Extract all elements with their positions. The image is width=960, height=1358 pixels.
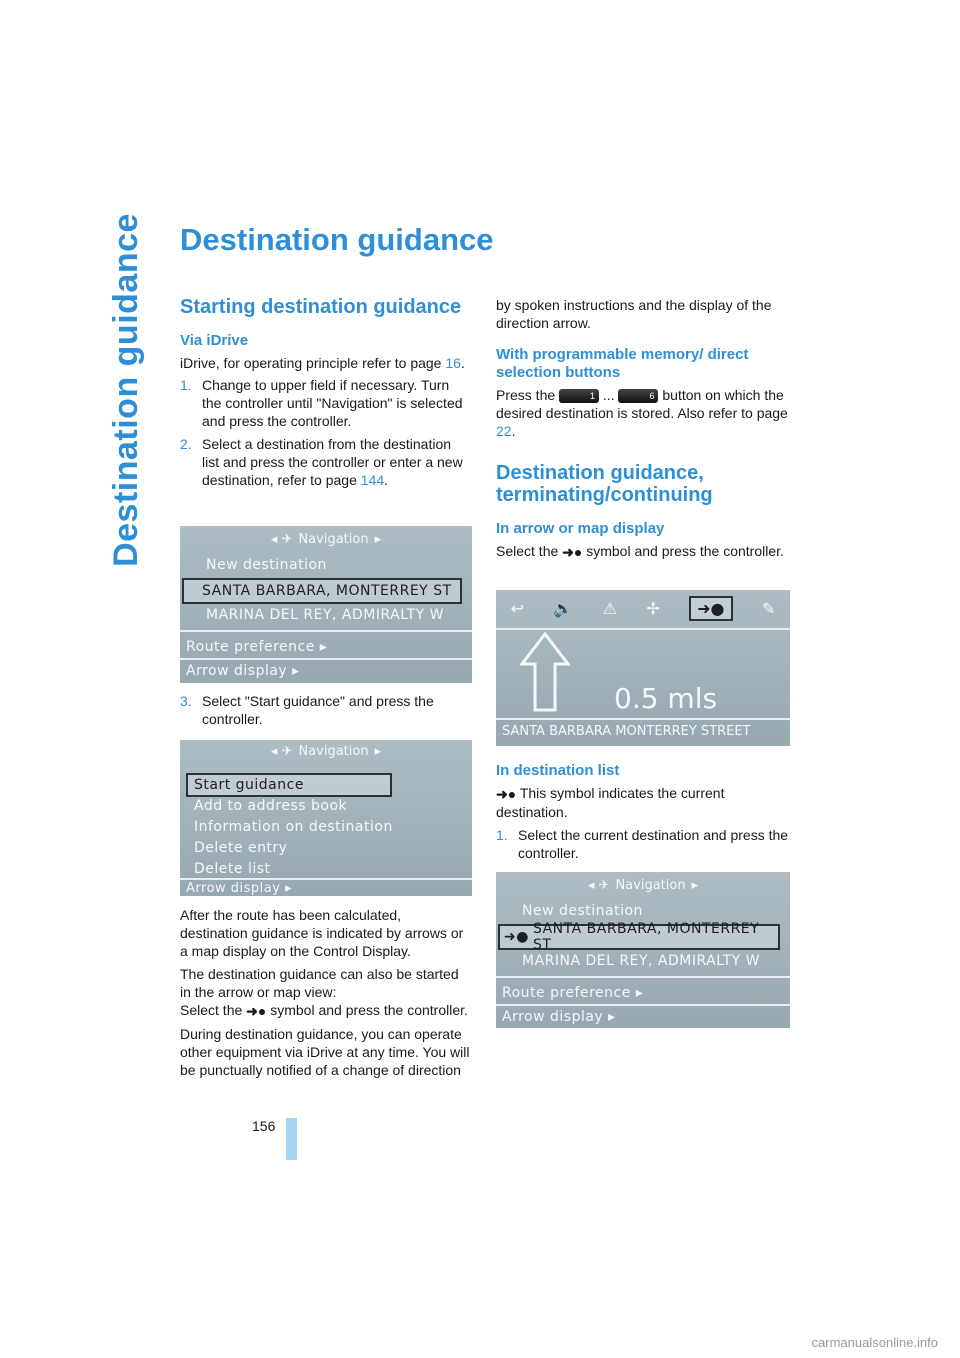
- menu-item: MARINA DEL REY, ADMIRALTY W: [206, 607, 444, 623]
- section-heading-starting: Starting destination guidance: [180, 296, 462, 318]
- page-title: Destination guidance: [180, 222, 494, 257]
- nav-header: ◂ ✈ Navigation ▸: [270, 531, 382, 547]
- menu-item-lower: Arrow display ▸: [502, 1009, 616, 1025]
- page-number: 156: [252, 1118, 276, 1134]
- page-link-144[interactable]: 144: [360, 472, 385, 488]
- intro-text: iDrive, for operating principle refer to page 16.: [180, 355, 465, 371]
- menu-item-selected: ➜● SANTA BARBARA, MONTERREY ST: [498, 924, 780, 950]
- voice-icon: 🔊: [553, 598, 574, 618]
- step-1: 1. Change to upper field if necessary. Turn the controller until "Navigation" is selected and press the controller.: [180, 377, 463, 429]
- right-column: [496, 296, 790, 561]
- left-column-lower: [180, 906, 472, 1079]
- warning-icon: ⚠: [602, 598, 618, 618]
- memory-button-1-icon: 1: [559, 389, 599, 403]
- subheading-arrow-map: In arrow or map display: [496, 520, 665, 537]
- paragraph-press-button: Press the 1 ... 6 button on which the desired destination is stored. Also refer to page 22.: [496, 387, 788, 439]
- distance-readout: 0.5 mls: [614, 682, 718, 715]
- screenshot-arrow-display: [496, 590, 790, 746]
- destination-flag-icon: ➜●: [246, 1003, 267, 1020]
- settings-icon: ✎: [761, 598, 776, 618]
- screenshot-navigation-menu-1: [180, 526, 472, 683]
- menu-item: Delete list: [194, 861, 271, 877]
- menu-item-selected: SANTA BARBARA, MONTERREY ST: [182, 578, 462, 604]
- paragraph-select-symbol: Select the ➜● symbol and press the controller.: [180, 1002, 468, 1020]
- menu-item: New destination: [522, 903, 643, 919]
- watermark: carmanualsonline.info: [811, 1335, 938, 1350]
- step-3-block: [180, 692, 472, 728]
- section-heading-terminating: Destination guidance, terminating/continuing: [496, 462, 713, 506]
- side-tab: Destination guidance: [106, 213, 145, 567]
- menu-item: Information on destination: [194, 819, 393, 835]
- page-marker-bar: [286, 1118, 297, 1160]
- menu-item: Delete entry: [194, 840, 288, 856]
- step-2: 2. Select a destination from the destination list and press the controller or enter a new destination, refer to page 144.: [180, 436, 463, 488]
- paragraph-symbol-meaning: ➜● This symbol indicates the current destination.: [496, 785, 725, 821]
- left-column: [180, 296, 472, 489]
- map-icon: ✢: [646, 598, 660, 618]
- arrow-display-toolbar: [496, 590, 790, 626]
- paragraph-arrow-view: The destination guidance can also be started in the arrow or map view:: [180, 966, 459, 1000]
- paragraph-during-guidance: During destination guidance, you can operate other equipment via iDrive at any time. You will be punctually notified of a change of direction: [180, 1026, 470, 1079]
- destination-flag-icon: ➜●: [562, 544, 583, 561]
- paragraph-continued: by spoken instructions and the display of the direction arrow.: [496, 297, 772, 331]
- subheading-memory-buttons: With programmable memory/ direct selection buttons: [496, 346, 749, 381]
- step-3: 3. Select "Start guidance" and press the controller.: [180, 693, 434, 727]
- menu-item: MARINA DEL REY, ADMIRALTY W: [522, 953, 760, 969]
- menu-item-selected: Start guidance: [186, 773, 392, 797]
- direction-arrow-icon: [520, 632, 570, 712]
- menu-item: Add to address book: [194, 798, 348, 814]
- menu-item-lower: Arrow display ▸: [186, 880, 293, 896]
- back-icon: ↩: [510, 598, 525, 618]
- menu-item-lower: Route preference ▸: [502, 985, 644, 1001]
- screenshot-navigation-menu-3: [496, 872, 790, 1028]
- right-column-lower: [496, 762, 790, 862]
- nav-header: ◂ ✈ Navigation ▸: [270, 743, 382, 759]
- paragraph-select-symbol-right: Select the ➜● symbol and press the controller.: [496, 543, 784, 561]
- screenshot-navigation-menu-2: [180, 740, 472, 896]
- subheading-via-idrive: Via iDrive: [180, 332, 249, 349]
- step-dl-1: 1. Select the current destination and press the controller.: [496, 827, 789, 862]
- nav-header: ◂ ✈ Navigation ▸: [587, 877, 699, 893]
- destination-flag-icon: ➜●: [504, 929, 529, 945]
- subheading-destination-list: In destination list: [496, 762, 620, 779]
- memory-button-6-icon: 6: [618, 389, 658, 403]
- page-link-22[interactable]: 22: [496, 423, 512, 439]
- paragraph-route-calculated: After the route has been calculated, destination guidance is indicated by arrows or a map display on the Control Display.: [180, 907, 464, 959]
- menu-item: New destination: [206, 557, 327, 573]
- menu-item-lower: Route preference ▸: [186, 639, 328, 655]
- menu-item-lower: Arrow display ▸: [186, 663, 300, 679]
- street-name: SANTA BARBARA MONTERREY STREET: [502, 724, 751, 739]
- destination-flag-icon: ➜●: [496, 786, 517, 803]
- destination-flag-icon: ➜●: [689, 596, 732, 621]
- page-link-16[interactable]: 16: [445, 355, 461, 371]
